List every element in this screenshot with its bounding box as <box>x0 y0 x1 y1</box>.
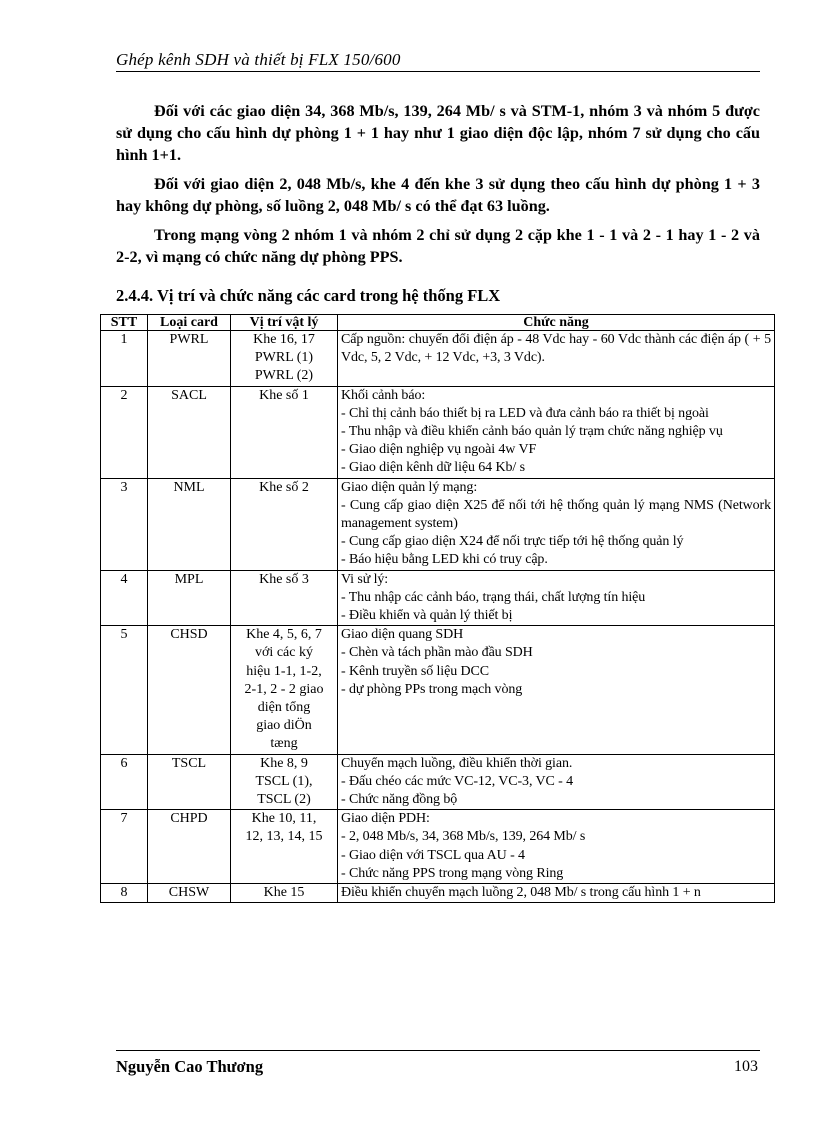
function-line: Cấp nguồn: chuyển đổi điện áp - 48 Vdc hay - 60 Vdc thành các điện áp ( + 5 Vdc, 5, 2 Vdc, + 12 Vdc, +3, 3 Vdc). <box>341 332 771 366</box>
position-line: tæng <box>270 736 298 752</box>
cell-position <box>231 884 338 903</box>
footer-divider <box>116 1050 760 1051</box>
function-line: - Giao diện kênh dữ liệu 64 Kb/ s <box>341 460 525 476</box>
table-header-row <box>101 315 775 331</box>
table-row <box>101 810 775 884</box>
position-line: PWRL (1) <box>254 350 314 366</box>
table-body <box>101 331 775 903</box>
cell-position <box>231 570 338 626</box>
cell-card-type: CHSW <box>148 884 231 903</box>
position-line: Khe số 1 <box>259 387 309 403</box>
cell-position <box>231 331 338 387</box>
position-line: diện tổng <box>257 700 311 716</box>
function-line: - Giao diện nghiệp vụ ngoài 4w VF <box>341 442 537 458</box>
position-line: với các ký <box>255 645 313 661</box>
cell-card-type: CHSD <box>148 626 231 754</box>
function-line: - Chỉ thị cảnh báo thiết bị ra LED và đưa cảnh báo ra thiết bị ngoài <box>341 405 709 421</box>
position-line: Khe 4, 5, 6, 7 <box>246 627 322 643</box>
function-line: Chuyển mạch luồng, điều khiển thời gian. <box>341 755 573 771</box>
cell-position <box>231 478 338 570</box>
cell-stt: 4 <box>101 570 148 626</box>
position-line: Khe 8, 9 <box>260 755 308 771</box>
paragraph-1: Đối với các giao diện 34, 368 Mb/s, 139, 264 Mb/ s và STM-1, nhóm 3 và nhóm 5 được sử dụng cho cấu hình dự phòng 1 + 1 hay như 1 giao diện độc lập, nhóm 7 sử dụng cho cấu hình 1+1. <box>116 102 760 164</box>
table-row <box>101 386 775 478</box>
cell-stt: 2 <box>101 386 148 478</box>
position-line: PWRL (2) <box>254 368 314 384</box>
cell-stt: 3 <box>101 478 148 570</box>
footer-author: Nguyễn Cao Thương <box>116 1057 264 1076</box>
cell-function <box>338 810 775 884</box>
body-text <box>116 100 760 275</box>
function-line: Điều khiển chuyển mạch luồng 2, 048 Mb/ s trong cấu hình 1 + n <box>341 885 701 901</box>
paragraph-2: Đối với giao diện 2, 048 Mb/s, khe 4 đến khe 3 sử dụng theo cấu hình dự phòng 1 + 3 hay không dự phòng, số luồng 2, 048 Mb/ s có thể đạt 63 luồng. <box>116 175 760 215</box>
header-function: Chức năng <box>338 315 775 331</box>
position-line: Khe 10, 11, <box>251 811 317 827</box>
cell-function <box>338 570 775 626</box>
section-title: 2.4.4. Vị trí và chức năng các card trong hệ thống FLX <box>116 286 501 305</box>
cell-stt: 8 <box>101 884 148 903</box>
table-row <box>101 478 775 570</box>
table-row <box>101 626 775 754</box>
cell-card-type: PWRL <box>148 331 231 387</box>
table-row <box>101 331 775 387</box>
cell-card-type: TSCL <box>148 754 231 810</box>
cell-function <box>338 626 775 754</box>
function-line: - dự phòng PPs trong mạch vòng <box>341 681 523 697</box>
cell-position <box>231 626 338 754</box>
page-number: 103 <box>734 1058 758 1075</box>
position-line: Khe số 2 <box>259 479 309 495</box>
function-line: Giao diện quản lý mạng: <box>341 479 478 495</box>
cell-stt: 5 <box>101 626 148 754</box>
cell-position <box>231 754 338 810</box>
function-line: - Báo hiệu bằng LED khi có truy cập. <box>341 552 548 568</box>
position-line: TSCL (2) <box>257 792 311 808</box>
cell-stt: 7 <box>101 810 148 884</box>
function-line: Giao diện PDH: <box>341 811 430 827</box>
cell-function <box>338 884 775 903</box>
function-line: Giao diện quang SDH <box>341 627 464 643</box>
cell-card-type: NML <box>148 478 231 570</box>
cell-position <box>231 386 338 478</box>
header-position: Vị trí vật lý <box>231 315 338 331</box>
position-line: giao diÖn <box>256 718 312 734</box>
card-table <box>100 314 775 903</box>
table-row <box>101 570 775 626</box>
position-line: 2-1, 2 - 2 giao <box>244 681 324 697</box>
function-line: - Chức năng PPS trong mạng vòng Ring <box>341 865 564 881</box>
function-line: - Kênh truyền số liệu DCC <box>341 663 489 679</box>
running-header: Ghép kênh SDH và thiết bị FLX 150/600 <box>116 50 401 69</box>
function-line: - Thu nhập các cảnh báo, trạng thái, chất lượng tín hiệu <box>341 589 646 605</box>
cell-stt: 6 <box>101 754 148 810</box>
position-line: Khe 16, 17 <box>253 332 315 347</box>
cell-card-type: SACL <box>148 386 231 478</box>
position-line: Khe số 3 <box>259 571 309 587</box>
function-line: - Thu nhập và điều khiển cảnh báo quản lý trạm chức năng nghiệp vụ <box>341 424 723 440</box>
cell-function <box>338 331 775 387</box>
cell-card-type: MPL <box>148 570 231 626</box>
header-card-type: Loại card <box>148 315 231 331</box>
function-line: - Chức năng đồng bộ <box>341 792 458 808</box>
cell-stt: 1 <box>101 331 148 387</box>
function-line: Khối cảnh báo: <box>341 387 426 403</box>
function-line: - Chèn và tách phần mào đầu SDH <box>341 645 533 661</box>
function-line: - Giao diện với TSCL qua AU - 4 <box>341 847 525 863</box>
function-line: Vi sử lý: <box>341 571 389 587</box>
paragraph-3: Trong mạng vòng 2 nhóm 1 và nhóm 2 chỉ sử dụng 2 cặp khe 1 - 1 và 2 - 1 hay 1 - 2 và 2-2, vì mạng có chức năng dự phòng PPS. <box>116 226 760 266</box>
position-line: hiệu 1-1, 1-2, <box>246 663 322 679</box>
position-line: 12, 13, 14, 15 <box>245 829 323 845</box>
function-line: - Cung cấp giao diện X24 để nối trực tiếp tới hệ thống quản lý <box>341 534 684 550</box>
cell-function <box>338 754 775 810</box>
cell-function <box>338 386 775 478</box>
position-line: Khe 15 <box>263 885 305 901</box>
function-line: - 2, 048 Mb/s, 34, 368 Mb/s, 139, 264 Mb/ s <box>341 829 586 845</box>
function-line: - Điều khiển và quản lý thiết bị <box>341 608 513 624</box>
function-line: - Cung cấp giao diện X25 để nối tới hệ thống quản lý mạng NMS (Network management system) <box>341 497 771 532</box>
position-line: TSCL (1), <box>255 773 313 789</box>
cell-card-type: CHPD <box>148 810 231 884</box>
cell-function <box>338 478 775 570</box>
table-row <box>101 754 775 810</box>
header-divider <box>116 71 760 72</box>
cell-position <box>231 810 338 884</box>
table-row <box>101 884 775 903</box>
header-stt: STT <box>101 315 148 331</box>
function-line: - Đấu chéo các mức VC-12, VC-3, VC - 4 <box>341 773 574 789</box>
